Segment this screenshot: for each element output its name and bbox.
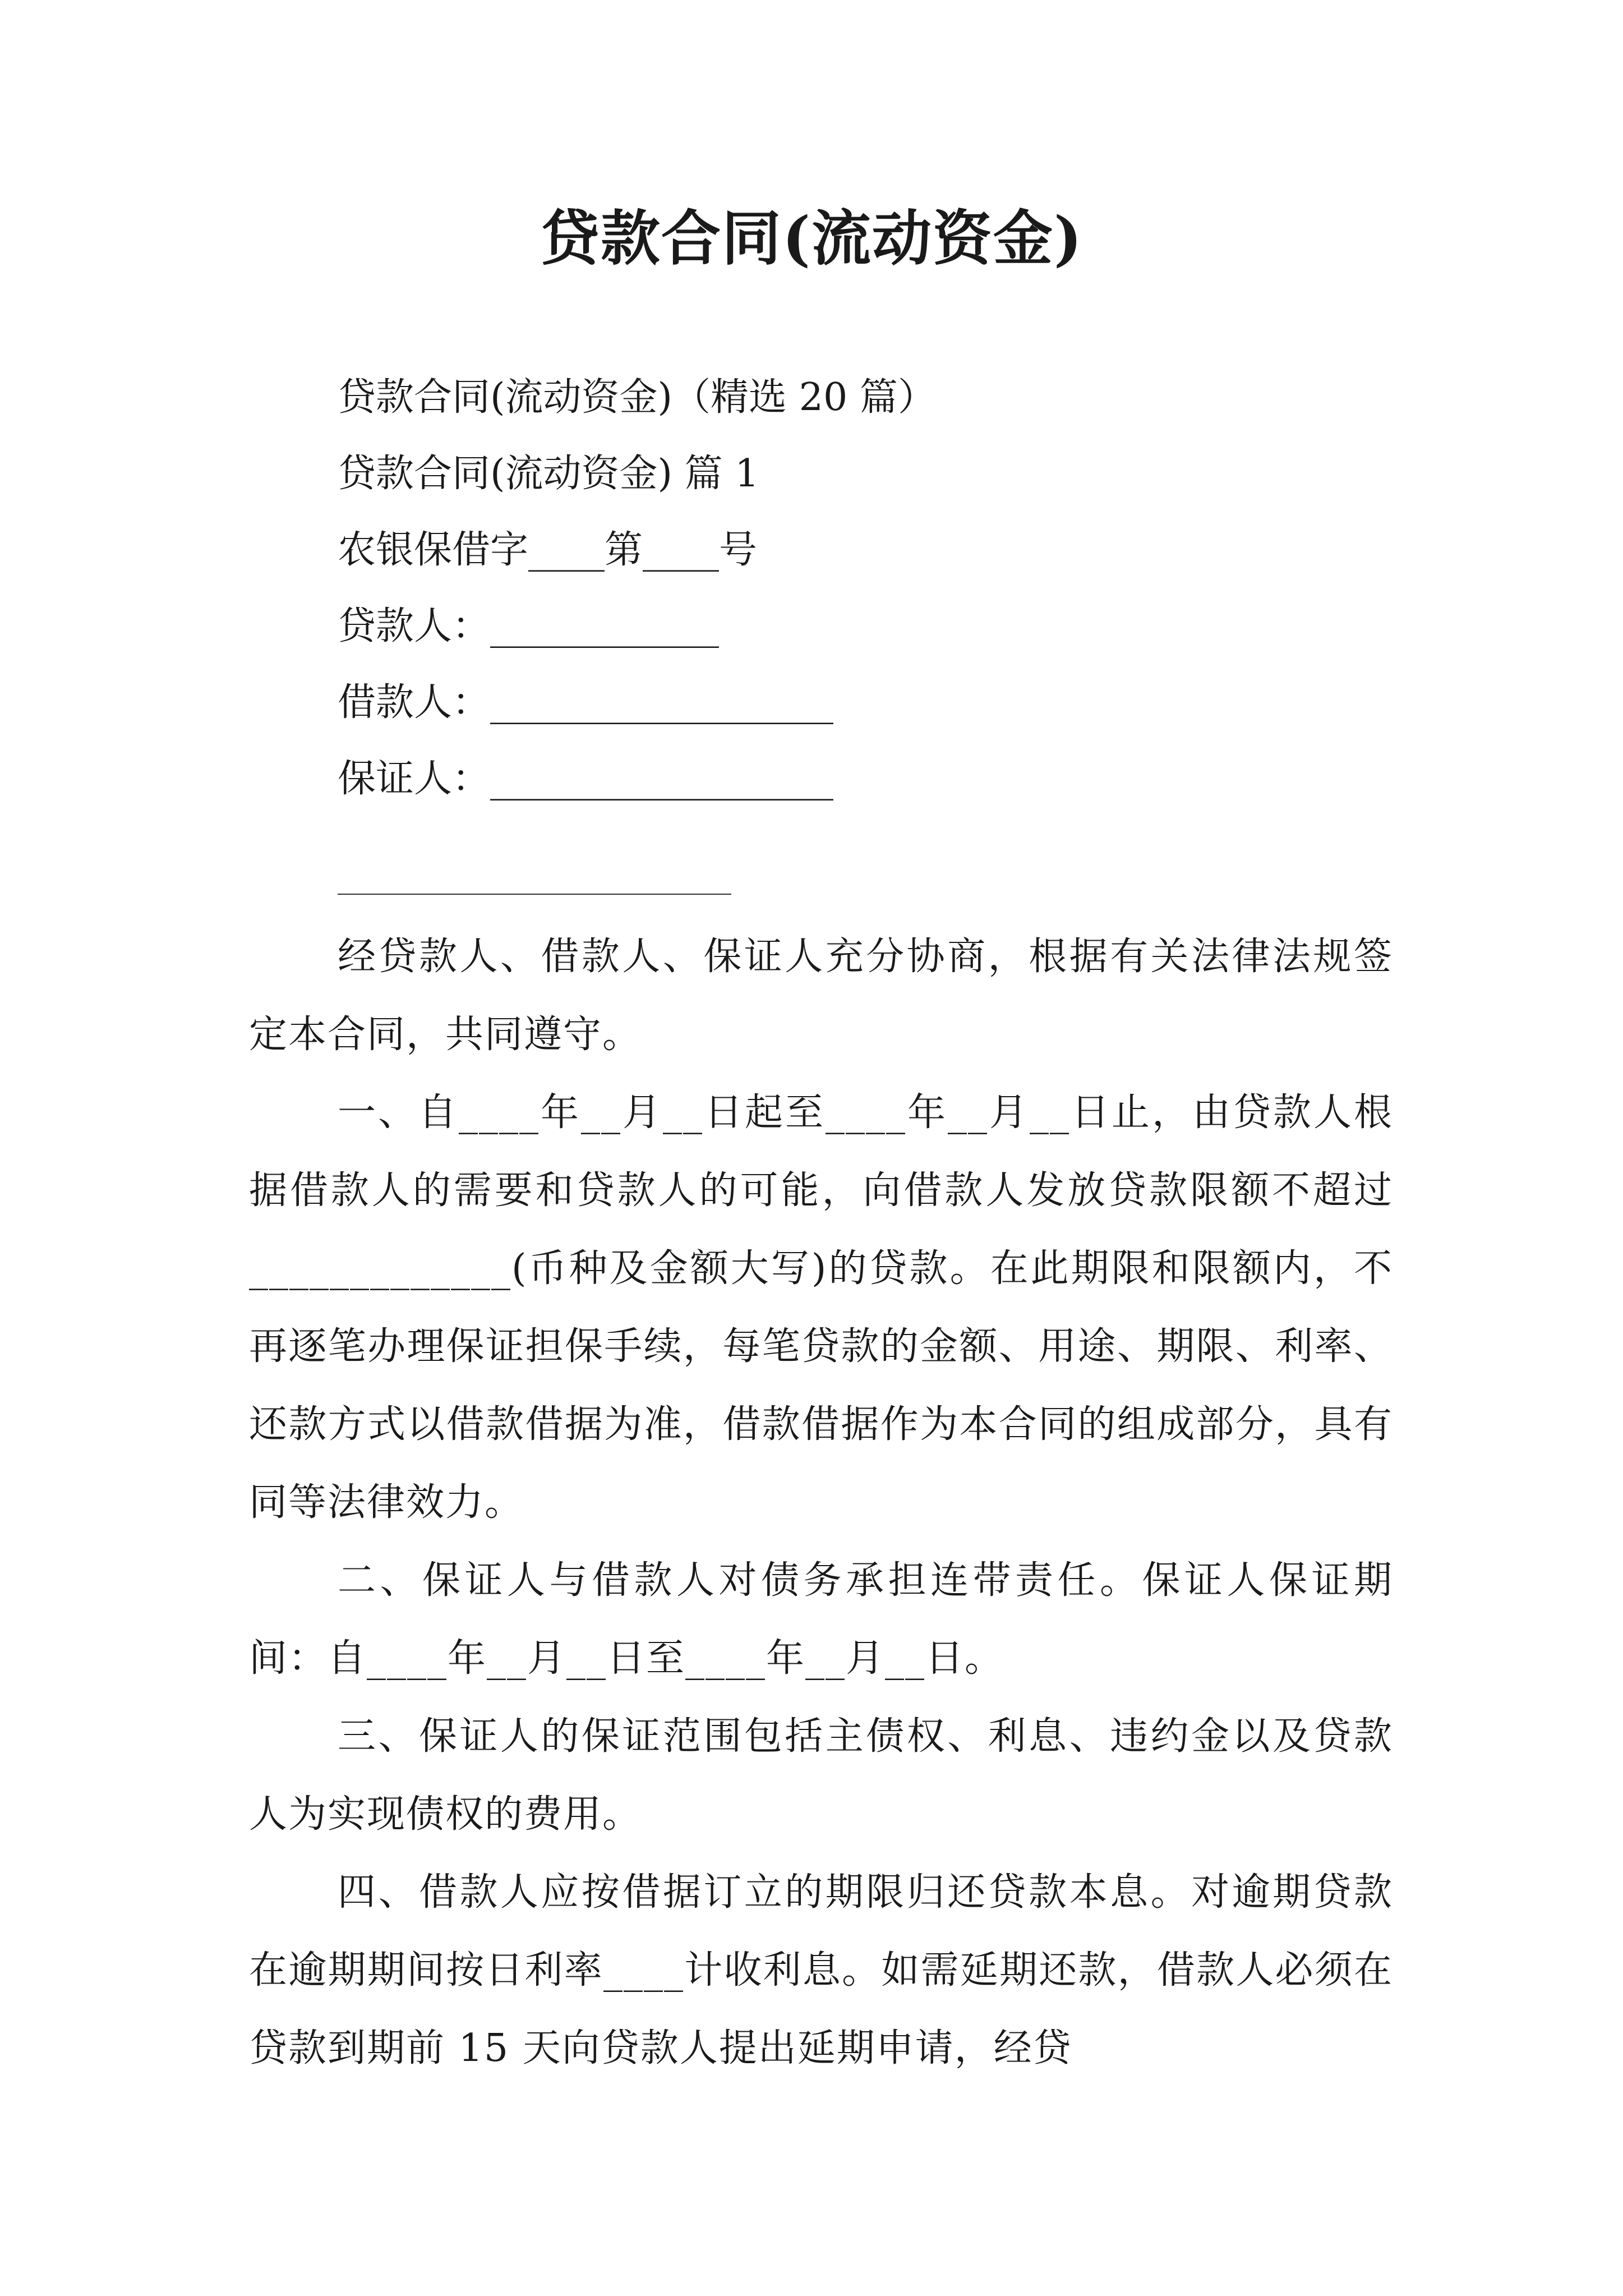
document-title: 贷款合同(流动资金) (540, 203, 1083, 273)
paragraph-clause-2: 二、保证人与借款人对债务承担连带责任。保证人保证期间：自____年__月__日至____年__月__日。 (249, 1558, 1393, 1681)
document-subtitle: 贷款合同(流动资金)（精选 20 篇） (338, 375, 936, 420)
signature-divider (338, 894, 731, 895)
lender-field: 贷款人：____________ (338, 604, 720, 648)
guarantor-field: 保证人：__________________ (338, 757, 834, 801)
paragraph-clause-1: 一、自____年__月__日起至____年__月__日止，由贷款人根据借款人的需要和贷款人的可能，向借款人发放贷款限额不超过_____________(币种及金额大写)的贷款。在此期限和限额内，不再逐笔办理保证担保手续，每笔贷款的金额、用途、期限、利率、还款方式以借款借据为准，借款借据作为本合同的组成部分，具有同等法律效力。 (249, 1091, 1393, 1525)
paragraph-clause-3: 三、保证人的保证范围包括主债权、利息、违约金以及贷款人为实现债权的费用。 (249, 1714, 1393, 1837)
section-heading: 贷款合同(流动资金) 篇 1 (338, 452, 759, 496)
borrower-field: 借款人：__________________ (338, 680, 834, 725)
contract-number: 农银保借字____第____号 (338, 528, 758, 572)
paragraph-clause-4: 四、借款人应按借据订立的期限归还贷款本息。对逾期贷款在逾期期间按日利率____计收利息。如需延期还款，借款人必须在贷款到期前 15 天向贷款人提出延期申请，经贷 (249, 1870, 1393, 2070)
paragraph-intro: 经贷款人、借款人、保证人充分协商，根据有关法律法规签定本合同，共同遵守。 (249, 935, 1393, 1057)
